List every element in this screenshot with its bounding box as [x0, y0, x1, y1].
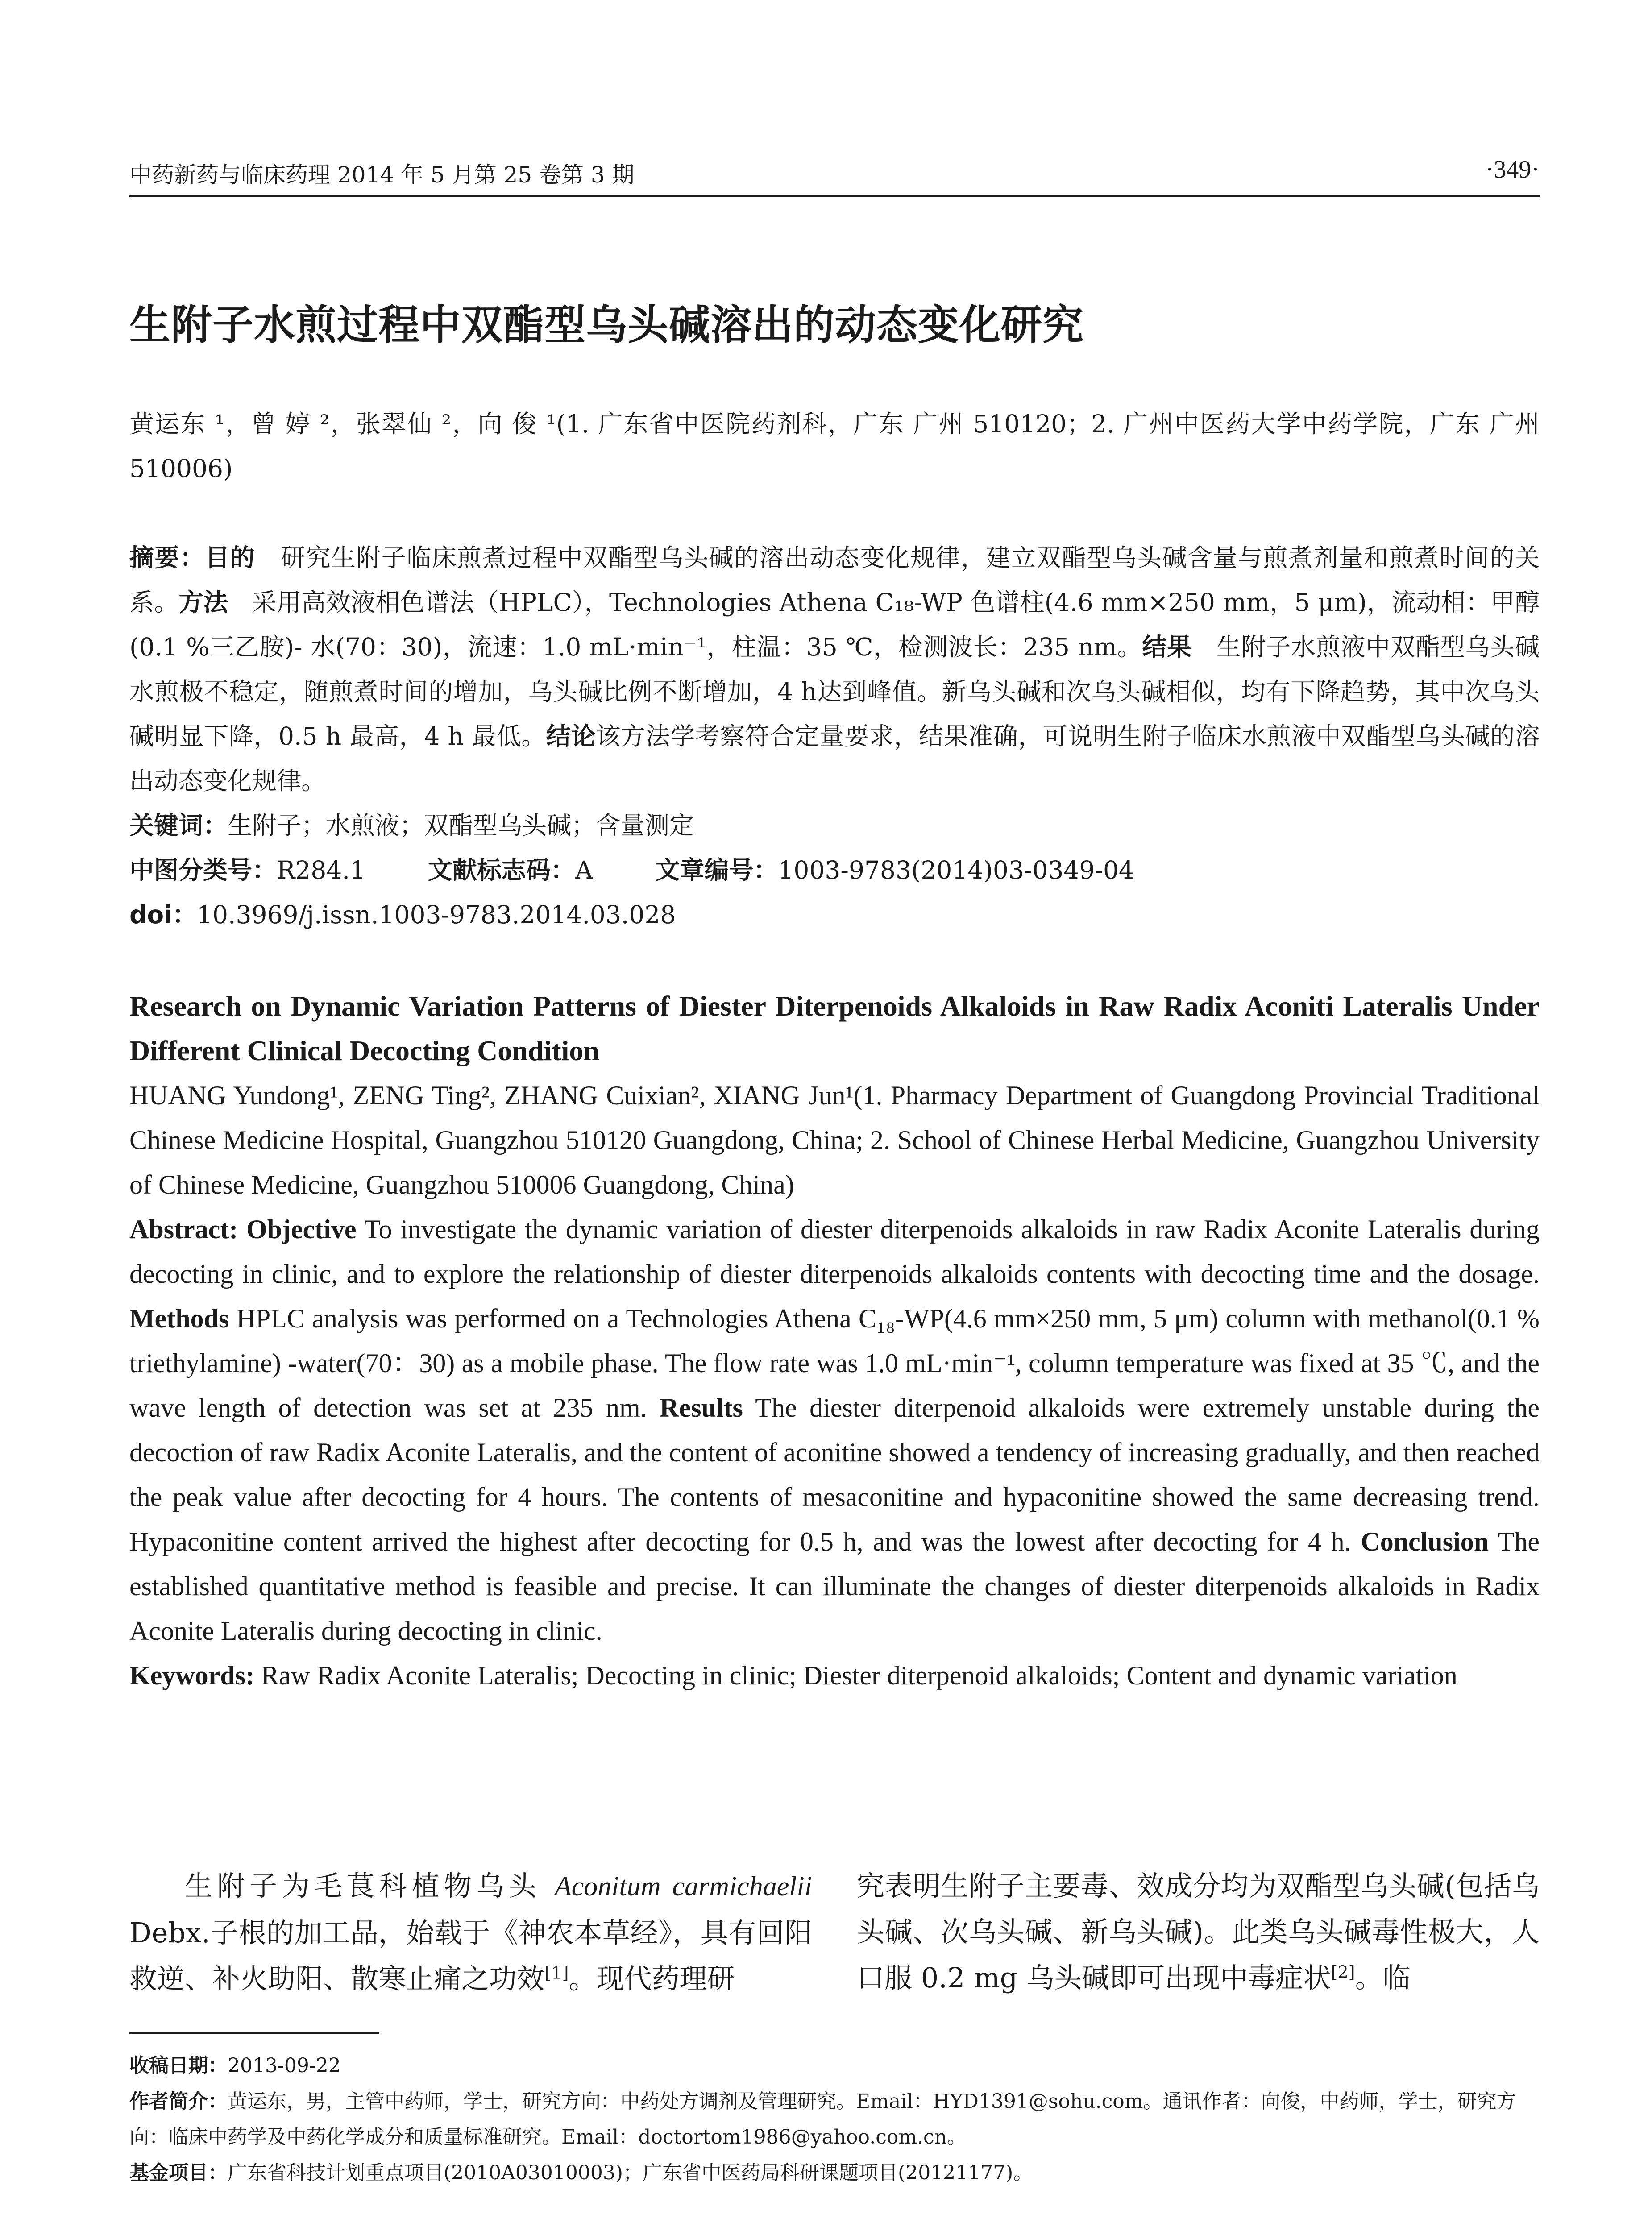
funding-text: 广东省科技计划重点项目(2010A03010003)；广东省中医药局科研课题项目(20121177)。 — [228, 2161, 1033, 2184]
objective-en-label: Objective — [246, 1215, 357, 1244]
abstract-en — [129, 984, 1540, 1698]
abstract-cn — [129, 535, 1540, 937]
received-value: 2013-09-22 — [228, 2054, 341, 2077]
doi-label: doi： — [129, 900, 197, 929]
doi-line — [129, 892, 1540, 937]
latin-name: Aconitum carmichaelii — [554, 1871, 812, 1902]
funding-label: 基金项目： — [129, 2161, 228, 2184]
reference-2: [2] — [1331, 1962, 1355, 1982]
body-left-part3: 。现代药理研 — [569, 1962, 735, 1995]
reference-1: [1] — [544, 1963, 569, 1983]
methods-en-text: HPLC analysis was performed on a Technologies Athena C₁₈-WP(4.6 mm×250 mm, 5 μm) column with methanol(0.1 % triethylamine) -water(70：30) as a mobile phase. The flow rate was 1.0 mL·min⁻¹, column temperature was fixed at 35 ℃, and the wave length of detection was set at 235 nm. — [129, 1304, 1540, 1422]
running-header: 中药新药与临床药理 2014 年 5 月第 25 卷第 3 期 — [129, 162, 635, 188]
objective-cn-label: 目的 — [205, 543, 256, 572]
received-date — [129, 2048, 1540, 2084]
author-bio-label: 作者简介： — [129, 2090, 228, 2113]
body-paragraph-right — [857, 1863, 1540, 2001]
article-no-value: 1003-9783(2014)03-0349-04 — [778, 856, 1134, 884]
conclusion-en-label: Conclusion — [1361, 1527, 1489, 1556]
classification-line — [129, 848, 1540, 892]
conclusion-cn-label: 结论 — [546, 722, 596, 751]
authors-cn-text: 黄运东 ¹，曾 婷 ²，张翠仙 ²，向 俊 ¹(1. 广东省中医院药剂科，广东 广州 510120；2. 广州中医药大学中药学院，广东 广州 510006) — [129, 410, 1540, 483]
doc-code-label: 文献标志码： — [428, 856, 575, 884]
article-no-label: 文章编号： — [655, 856, 778, 884]
body-column-left — [129, 1863, 812, 2002]
body-right-part2: 。临 — [1355, 1961, 1411, 1994]
keywords-cn-text: 生附子；水煎液；双酯型乌头碱；含量测定 — [228, 811, 694, 840]
keywords-en-label: Keywords: — [129, 1661, 254, 1690]
clc-value: R284.1 — [277, 856, 365, 884]
keywords-cn — [129, 803, 1540, 848]
methods-cn-text: 采用高效液相色谱法（HPLC），Technologies Athena C₁₈-WP 色谱柱(4.6 mm×250 mm，5 μm)，流动相：甲醇(0.1 %三乙胺)- 水(70：30)，流速：1.0 mL·min⁻¹，柱温：35 ℃，检测波长：235 nm。 — [129, 588, 1540, 661]
keywords-en-text: Raw Radix Aconite Lateralis; Decocting in clinic; Diester diterpenoid alkaloids; Content and dynamic variation — [261, 1661, 1457, 1690]
objective-en-text: To investigate the dynamic variation of diester diterpenoids alkaloids in raw Radix Aconite Lateralis during decocting in clinic, and to explore the relationship of diester diterpenoids alkaloids contents with decocting time and the dosage. — [129, 1215, 1540, 1289]
conclusion-en-text: The established quantitative method is feasible and precise. It can illuminate the changes of diester diterpenoids alkaloids in Radix Aconite Lateralis during decocting in clinic. — [129, 1527, 1540, 1646]
abstract-cn-label: 摘要： — [129, 543, 205, 572]
authors-cn — [129, 402, 1540, 491]
body-right-part1: 究表明生附子主要毒、效成分均为双酯型乌头碱(包括乌头碱、次乌头碱、新乌头碱)。此类乌头碱毒性极大，人口服 0.2 mg 乌头碱即可出现中毒症状 — [857, 1870, 1540, 1994]
received-label: 收稿日期： — [129, 2054, 228, 2077]
author-bio-text: 黄运东，男，主管中药师，学士，研究方向：中药处方调剂及管理研究。Email：HYD1391@sohu.com。通讯作者：向俊，中药师，学士，研究方向：临床中药学及中药化学成分和质量标准研究。Email：doctortom1986@yahoo.com.cn。 — [129, 2090, 1516, 2148]
results-cn-text: 生附子水煎液中双酯型乌头碱水煎极不稳定，随煎煮时间的增加，乌头碱比例不断增加，4 h达到峰值。新乌头碱和次乌头碱相似，均有下降趋势，其中次乌头碱明显下降，0.5 h 最高，4 h 最低。 — [129, 633, 1540, 751]
keywords-en — [129, 1653, 1540, 1698]
abstract-cn-paragraph — [129, 535, 1540, 803]
body-left-part2: Debx.子根的加工品，始载于《神农本草经》，具有回阳救逆、补火助阳、散寒止痛之功效 — [129, 1916, 812, 1995]
doi-value: 10.3969/j.issn.1003-9783.2014.03.028 — [197, 900, 676, 929]
results-cn-label: 结果 — [1142, 633, 1192, 661]
methods-en-label: Methods — [129, 1304, 229, 1333]
keywords-cn-label: 关键词： — [129, 811, 228, 840]
methods-cn-label: 方法 — [178, 588, 228, 617]
page-number: ·349· — [1485, 156, 1540, 183]
doc-code-value: A — [575, 856, 593, 884]
body-column-right — [857, 1863, 1540, 2001]
results-en-text: The diester diterpenoid alkaloids were extremely unstable during the decoction of raw Radix Aconite Lateralis, and the content of aconitine showed a tendency of increasing gradually, and then reached the peak value after decocting for 4 hours. The contents of mesaconitine and hypaconitine showed the same decreasing trend. Hypaconitine content arrived the highest after decocting for 0.5 h, and was the lowest after decocting for 4 h. — [129, 1393, 1540, 1556]
author-bio — [129, 2084, 1540, 2155]
footnote-rule — [129, 2032, 379, 2034]
results-en-label: Results — [660, 1393, 743, 1422]
funding — [129, 2155, 1540, 2191]
authors-en: HUANG Yundong¹, ZENG Ting², ZHANG Cuixian², XIANG Jun¹(1. Pharmacy Department of Guangdong Provincial Traditional Chinese Medicine Hospital, Guangzhou 510120 Guangdong, China; 2. School of Chinese Herbal Medicine, Guangzhou University of Chinese Medicine, Guangzhou 510006 Guangdong, China) — [129, 1081, 1540, 1199]
footnotes — [129, 2048, 1540, 2191]
body-left-part1: 生附子为毛茛科植物乌头 — [185, 1870, 555, 1902]
clc-label: 中图分类号： — [129, 856, 277, 884]
abstract-en-label: Abstract: — [129, 1215, 238, 1244]
paper-title-cn: 生附子水煎过程中双酯型乌头碱溶出的动态变化研究 — [129, 301, 1084, 349]
abstract-en-paragraph — [129, 1207, 1540, 1653]
paper-title-en: Research on Dynamic Variation Patterns of Diester Diterpenoids Alkaloids in Raw Radix Aconiti Lateralis Under Different Clinical Decocting Condition — [129, 990, 1540, 1066]
conclusion-cn-text: 该方法学考察符合定量要求，结果准确，可说明生附子临床水煎液中双酯型乌头碱的溶出动态变化规律。 — [129, 722, 1540, 795]
header-rule — [129, 195, 1540, 197]
body-paragraph-left — [129, 1863, 812, 2002]
objective-cn-text: 研究生附子临床煎煮过程中双酯型乌头碱的溶出动态变化规律，建立双酯型乌头碱含量与煎煮剂量和煎煮时间的关系。 — [129, 543, 1540, 617]
